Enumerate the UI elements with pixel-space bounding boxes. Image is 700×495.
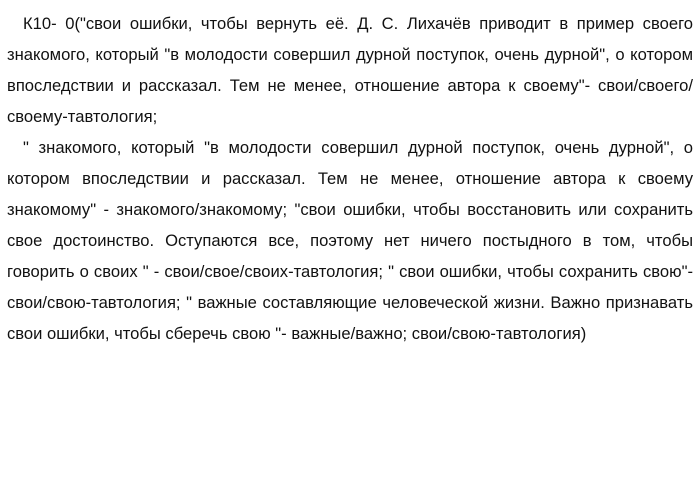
paragraph-1: К10- 0("свои ошибки, чтобы вернуть её. Д. С. Лихачёв приводит в пример своего знакомого, который "в молодости совершил дурной поступок, очень дурной", о котором впоследствии и рассказал. Тем не менее, отношение автора к своему"- свои/своего/своему-тавтология; <box>7 14 693 126</box>
document-body <box>7 8 693 349</box>
paragraph-2: " знакомого, который "в молодости совершил дурной поступок, очень дурной", о котором впоследствии и рассказал. Тем не менее, отношение автора к своему знакомому" - знакомого/знакомому; "свои ошибки, чтобы восстановить или сохранить свое достоинство. Оступаются все, поэтому нет ничего постыдного в том, чтобы говорить о своих " - свои/свое/своих-тавтология; " свои ошибки, чтобы сохранить свою"- свои/свою-тавтология; " важные составляющие человеческой жизни. Важно признавать свои ошибки, чтобы сберечь свою "- важные/важно; свои/свою-тавтология) <box>7 138 693 343</box>
